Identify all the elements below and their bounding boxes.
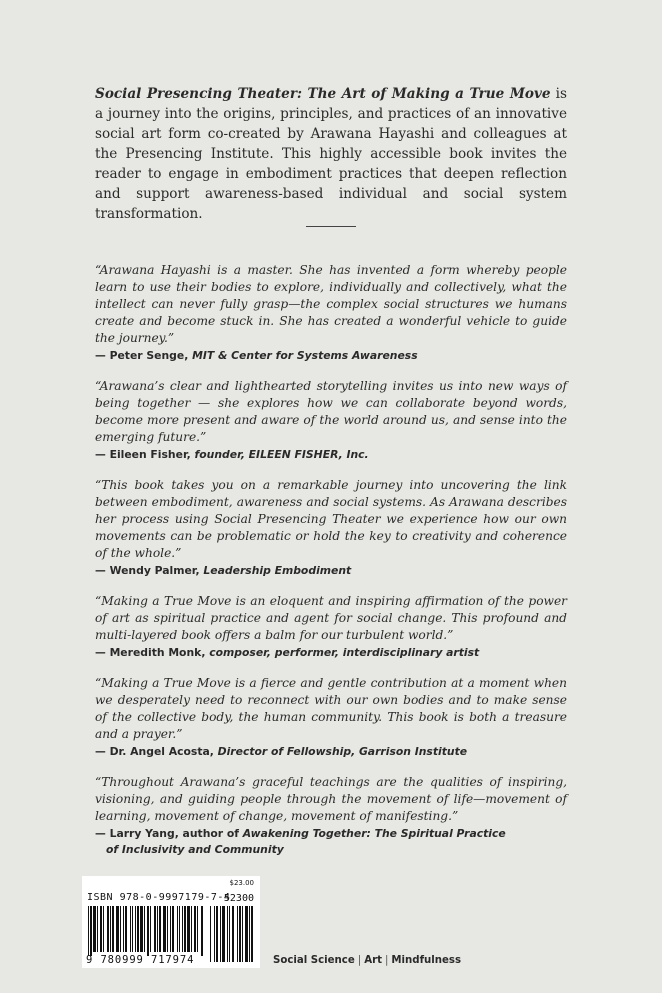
barcode-bar <box>135 906 136 952</box>
barcode-bar <box>120 906 121 952</box>
barcode-bar <box>194 906 196 952</box>
barcode-bar <box>97 906 98 952</box>
barcode-bar <box>147 906 149 956</box>
category-label: Mindfulness <box>391 955 462 966</box>
attribution-dash: — <box>95 448 110 461</box>
barcode-bar <box>157 906 158 952</box>
barcode-bar <box>214 906 215 962</box>
endorser-role: Leadership Embodiment <box>203 564 352 577</box>
barcode-bar <box>179 906 180 952</box>
endorsement-quote: “Arawana’s clear and lighthearted storytelling invites us into new ways of being together — she explores how we can collaborate beyond words, become more present and aware of the world around us, and sense into the emerging future.” <box>95 379 567 444</box>
barcode-bar <box>154 906 156 952</box>
endorser-role-continued: of Inclusivity and Community <box>106 843 284 856</box>
section-divider <box>306 226 356 227</box>
barcode-bar <box>159 906 161 952</box>
barcode-bar <box>197 906 198 952</box>
barcode-bar <box>222 906 225 962</box>
endorsement <box>95 262 567 364</box>
book-description <box>95 84 567 224</box>
book-title: Social Presencing Theater: The Art of Making a True Move <box>95 86 551 102</box>
barcode-bar <box>144 906 145 952</box>
endorser-name: Meredith Monk, <box>109 646 210 659</box>
attribution-dash: — <box>95 745 110 758</box>
endorser-role: founder, EILEEN FISHER, Inc. <box>194 448 369 461</box>
endorsement-attribution <box>95 744 567 760</box>
barcode-bar <box>239 906 241 962</box>
category-label: Art <box>364 955 382 966</box>
barcode-bar <box>88 906 89 956</box>
barcode-bar <box>116 906 119 952</box>
endorsement-attribution <box>95 826 567 858</box>
price-code: 52300 <box>223 893 254 904</box>
endorsement <box>95 774 567 858</box>
attribution-dash: — <box>95 646 110 659</box>
isbn-label: ISBN 978-0-9997179-7-4 <box>87 892 231 903</box>
endorser-role: composer, performer, interdisciplinary artist <box>209 646 480 659</box>
book-description-text: is a journey into the origins, principles, and practices of an innovative social art form co-created by Arawana Hayashi and colleagues at the Presencing Institute. This highly accessible book invites the reader to engage in embodiment practices that deepen reflection and support awareness-based individual and social system transformation. <box>95 86 567 222</box>
barcode-bar <box>132 906 133 952</box>
endorser-role: Director of Fellowship, Garrison Institute <box>217 745 468 758</box>
barcode-bar <box>172 906 174 952</box>
barcode-bar <box>182 906 183 952</box>
barcode-bar <box>227 906 228 962</box>
barcode-bar <box>140 906 143 952</box>
endorser-name: Peter Senge, <box>109 349 193 362</box>
barcode-bar <box>93 906 96 952</box>
attribution-dash: — <box>95 827 110 840</box>
barcode-bar <box>177 906 178 952</box>
endorsements <box>95 262 567 872</box>
barcode-bar <box>100 906 102 952</box>
attribution-dash: — <box>95 564 110 577</box>
barcode-bar <box>187 906 190 952</box>
barcode-bar <box>191 906 192 952</box>
endorsement <box>95 477 567 579</box>
endorser-name: Dr. Angel Acosta, <box>109 745 218 758</box>
barcode-bar <box>210 906 211 962</box>
endorser-name: Larry Yang, author of <box>109 827 243 840</box>
endorsement-quote: “This book takes you on a remarkable journey into uncovering the link between embodiment, awareness and social systems. As Arawana describes her process using Social Presencing Theater we experience how our own movements can be problematic or hold the key to creativity and coherence of the whole.” <box>95 478 567 560</box>
barcode-bar <box>251 906 253 962</box>
endorsement <box>95 378 567 463</box>
barcode-bar <box>167 906 168 952</box>
category-label: Social Science <box>273 955 355 966</box>
endorsement-attribution <box>95 563 567 579</box>
barcode-bar <box>103 906 104 952</box>
barcode-bar <box>125 906 127 952</box>
barcode-bar <box>237 906 238 962</box>
endorsement-quote: “Making a True Move is an eloquent and inspiring affirmation of the power of art as spiritual practice and agent for social change. This profound and multi-layered book offers a balm for our turbulent world.” <box>95 594 567 642</box>
isbn-barcode <box>82 876 260 968</box>
barcode-bar <box>249 906 250 962</box>
barcode-bar <box>242 906 243 962</box>
subject-categories <box>273 955 461 966</box>
endorser-name: Eileen Fisher, <box>109 448 195 461</box>
endorser-name: Wendy Palmer, <box>109 564 204 577</box>
barcode-bar <box>184 906 186 952</box>
price-label: $23.00 <box>229 879 254 887</box>
endorsement-quote: “Making a True Move is a fierce and gentle contribution at a moment when we desperately need to reconnect with our own bodies and to make sense of the collective body, the human community. This book is both a treasure and a prayer.” <box>95 676 567 741</box>
barcode-bar <box>123 906 124 952</box>
barcode-bar <box>220 906 221 962</box>
barcode-bar <box>107 906 109 952</box>
barcode-digits: 9 780999 717974 <box>86 954 195 966</box>
barcode-bar <box>110 906 111 952</box>
barcode-bar <box>90 906 92 956</box>
barcode-bar <box>216 906 218 962</box>
endorsement-quote: “Throughout Arawana’s graceful teachings are the qualities of inspiring, visioning, and guiding people through the movement of life—movement of learning, movement of change, movement of manifesting.” <box>95 775 567 823</box>
barcode-bar <box>170 906 171 952</box>
endorsement <box>95 675 567 760</box>
endorsement <box>95 593 567 661</box>
endorser-role: MIT & Center for Systems Awareness <box>192 349 418 362</box>
barcode-bar <box>201 906 203 956</box>
category-separator: | <box>384 955 389 966</box>
barcode-bar <box>137 906 139 952</box>
barcode-bar <box>130 906 131 952</box>
endorsement-attribution <box>95 348 567 364</box>
barcode-bar <box>245 906 248 962</box>
barcode-bar <box>163 906 166 952</box>
barcode-bar <box>232 906 234 962</box>
barcode-bar <box>112 906 114 952</box>
endorsement-quote: “Arawana Hayashi is a master. She has invented a form whereby people learn to use their bodies to explore, individually and collectively, what the intellect can never fully grasp—the complex social structures we humans create and become stuck in. She has created a wonderful vehicle to guide the journey.” <box>95 263 567 345</box>
category-separator: | <box>357 955 362 966</box>
endorsement-attribution <box>95 447 567 463</box>
attribution-dash: — <box>95 349 110 362</box>
barcode-bar <box>229 906 230 962</box>
endorser-role: Awakening Together: The Spiritual Practice <box>242 827 506 840</box>
barcode-bar <box>150 906 151 952</box>
endorsement-attribution <box>95 645 567 661</box>
